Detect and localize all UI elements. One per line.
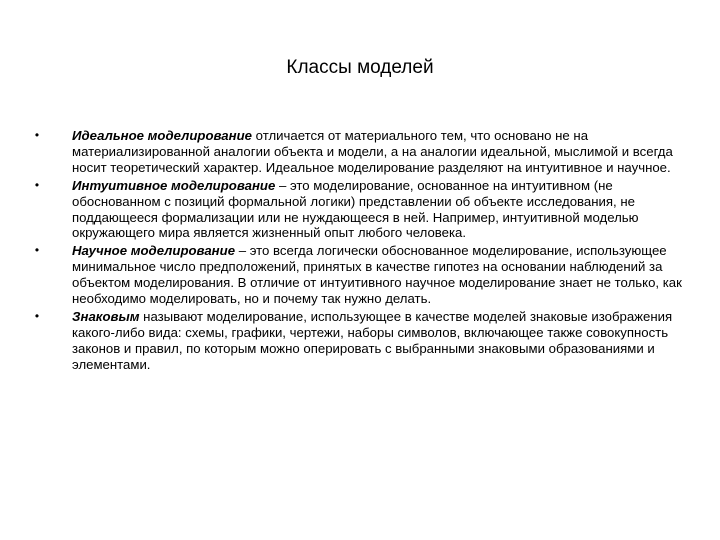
bullet-list [30,128,690,375]
list-item-intuitive-modeling [30,178,690,242]
slide-title: Классы моделей [286,57,434,78]
bullet-icon: • [34,177,40,192]
definition-intuitive-modeling: – это моделирование, основанное на интуитивном (не обоснованном с позиций формальной логики) представлении об объекте исследования, не поддающееся формализации или не нуждающееся в ней. Например, интуитивной моделью окружающего мира является жизненный опыт любого человека. [72,177,639,241]
bullet-icon: • [34,128,40,142]
term-intuitive-modeling: Интуитивное моделирование [72,177,276,193]
term-ideal-modeling: Идеальное моделирование [72,128,252,143]
term-sign-modeling: Знаковым [72,308,140,324]
definition-ideal-modeling: отличается от материального тем, что основано не на материализированной аналогии объекта и модели, а на аналогии идеальной, мыслимой и всегда носит теоретический характер. Идеальное моделирование разделяют на интуитивное и научное. [72,128,673,175]
bullet-icon: • [34,243,40,258]
list-item-scientific-modeling [30,243,690,307]
term-scientific-modeling: Научное моделирование [72,243,236,259]
list-item-ideal-modeling [30,128,690,176]
list-item-sign-modeling [30,309,690,373]
bullet-icon: • [34,308,40,323]
definition-sign-modeling: называют моделирование, использующее в качестве моделей знаковые изображения какого-либо вида: схемы, графики, чертежи, наборы символов, включающее также совокупность законов и правил, по которым можно оперировать с выбранными знаковыми образованиями и элементами. [72,308,673,372]
definition-scientific-modeling: – это всегда логически обоснованное моделирование, использующее минимальное число предположений, принятых в качестве гипотез на основании наблюдений за объектом моделирования. В отличие от интуитивного научное моделирование знает не только, как необходимо моделировать, но и почему так нужно делать. [72,243,682,307]
